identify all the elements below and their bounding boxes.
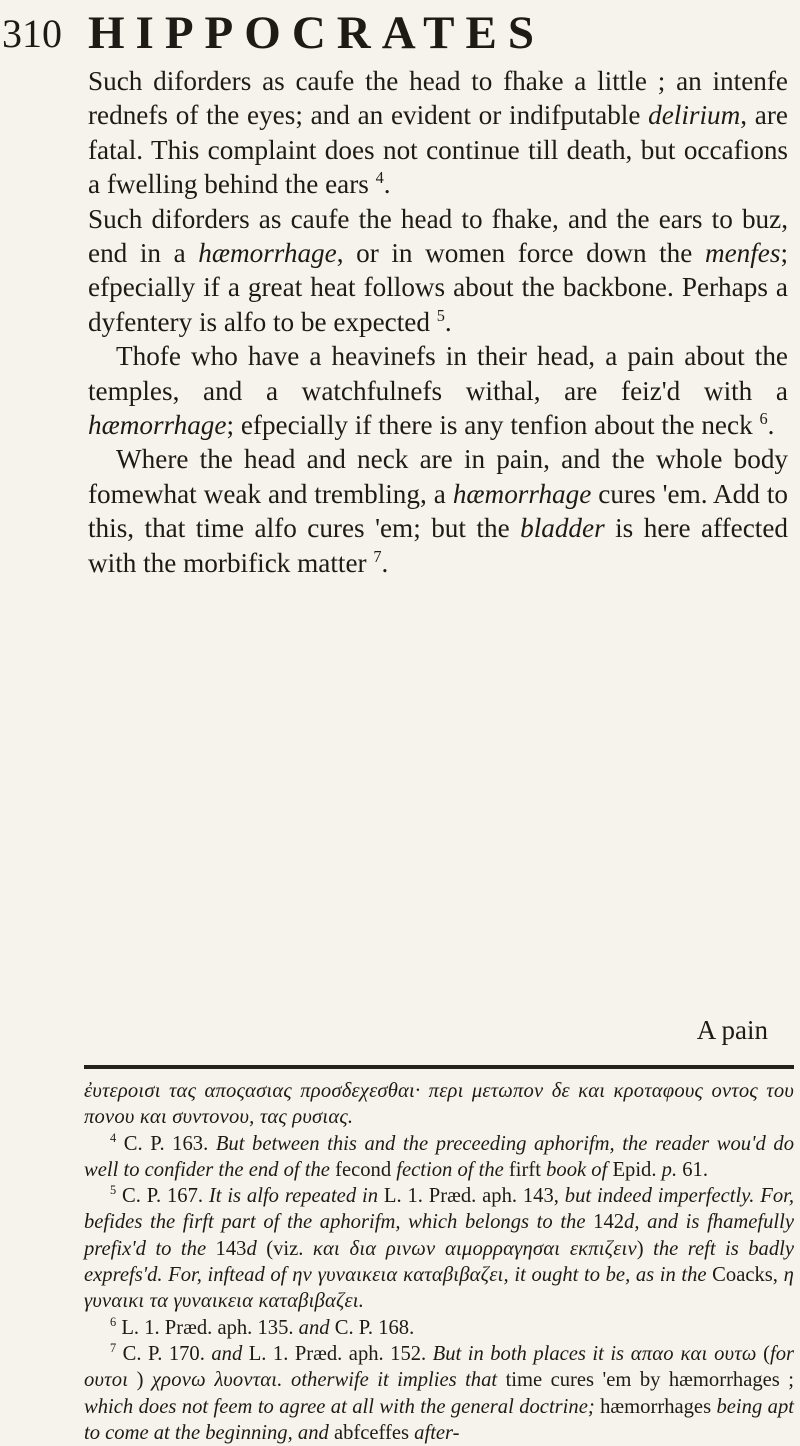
footnote-6: $^6$ L. 1. Præd. aph. 135. and C. P. 168.	[110, 1314, 415, 1339]
footnote-5: $^5$ C. P. 167. It is alfo repeated in L. 1. Præd. aph. 143, but indeed imperfectly. For, befides the firft part of the aphorifm, which belongs to the 142d, and is fhamefully prefix'd to the 143d (viz. και δια ρινων αιμορραγησαι εκπιζειν) the reft is badly exprefs'd. For, inftead of ην γυναικεια καταβιβαζει, it ought to be, as in the Coacks, η γυναικι τα γυναικεια καταβιβαζει.	[84, 1183, 795, 1313]
aphorism-paragraph: Such diforders as caufe the head to fhake, and the ears to buz, end in a hæmorrhage, or in women force down the menfes; efpecially if a great heat follows about the backbone. Perhaps a dyfentery is alfo to be expected $^5$.	[88, 203, 788, 337]
greek-note: ἐυτεροισι τας αποςασιας προσδεχεσθαι· περι μετωπον δε και κροταφους οντος του πονου και συντονου, τας ρυσιας.	[84, 1080, 794, 1129]
footnote-rule	[84, 1065, 794, 1069]
aphorism-paragraph: Thofe who have a heavinefs in their head, a pain about the temples, and a watchfulnefs withal, are feiz'd with a hæmorrhage; efpecially if there is any tenfion about the neck $^6$.	[88, 341, 788, 441]
main-text	[88, 64, 788, 580]
footnote-7: $^7$ C. P. 170. and L. 1. Præd. aph. 152. But in both places it is απαο και ουτω (for ουτοι ) χρονω λυονται. otherwife it implies that time cures 'em by hæmorrhages ; which does not feem to agree at all with the general doctrine; hæmorrhages being apt to come at the beginning, and abfceffes after-	[84, 1341, 795, 1444]
footnote-ref[interactable]: 4	[375, 168, 384, 188]
footnote-ref[interactable]: 6	[759, 409, 768, 428]
footnotes	[84, 1078, 794, 1446]
running-head: HIPPOCRATES	[88, 7, 545, 59]
page-number: 310	[2, 11, 62, 56]
catchword: A pain	[696, 1015, 768, 1045]
aphorism-paragraph: Where the head and neck are in pain, and the whole body fomewhat weak and trembling, a hæmorrhage cures 'em. Add to this, that time alfo cures 'em; but the bladder is here affected with the morbifick matter $^7$.	[88, 444, 788, 578]
footnote-ref[interactable]: 7	[373, 546, 382, 566]
footnote-4: $^4$ C. P. 163. But between this and the preceeding aphorifm, the reader wou'd do well to confider the end of the fecond fection of the firft book of Epid. p. 61.	[84, 1130, 794, 1181]
aphorism-paragraph: Such diforders as caufe the head to fhake a little ; an intenfe rednefs of the eyes; and an evident or indifputable delirium, are fatal. This complaint does not continue till death, but occafions a fwelling behind the ears $^4$.	[88, 66, 788, 200]
footnote-ref[interactable]: 5	[436, 305, 445, 325]
